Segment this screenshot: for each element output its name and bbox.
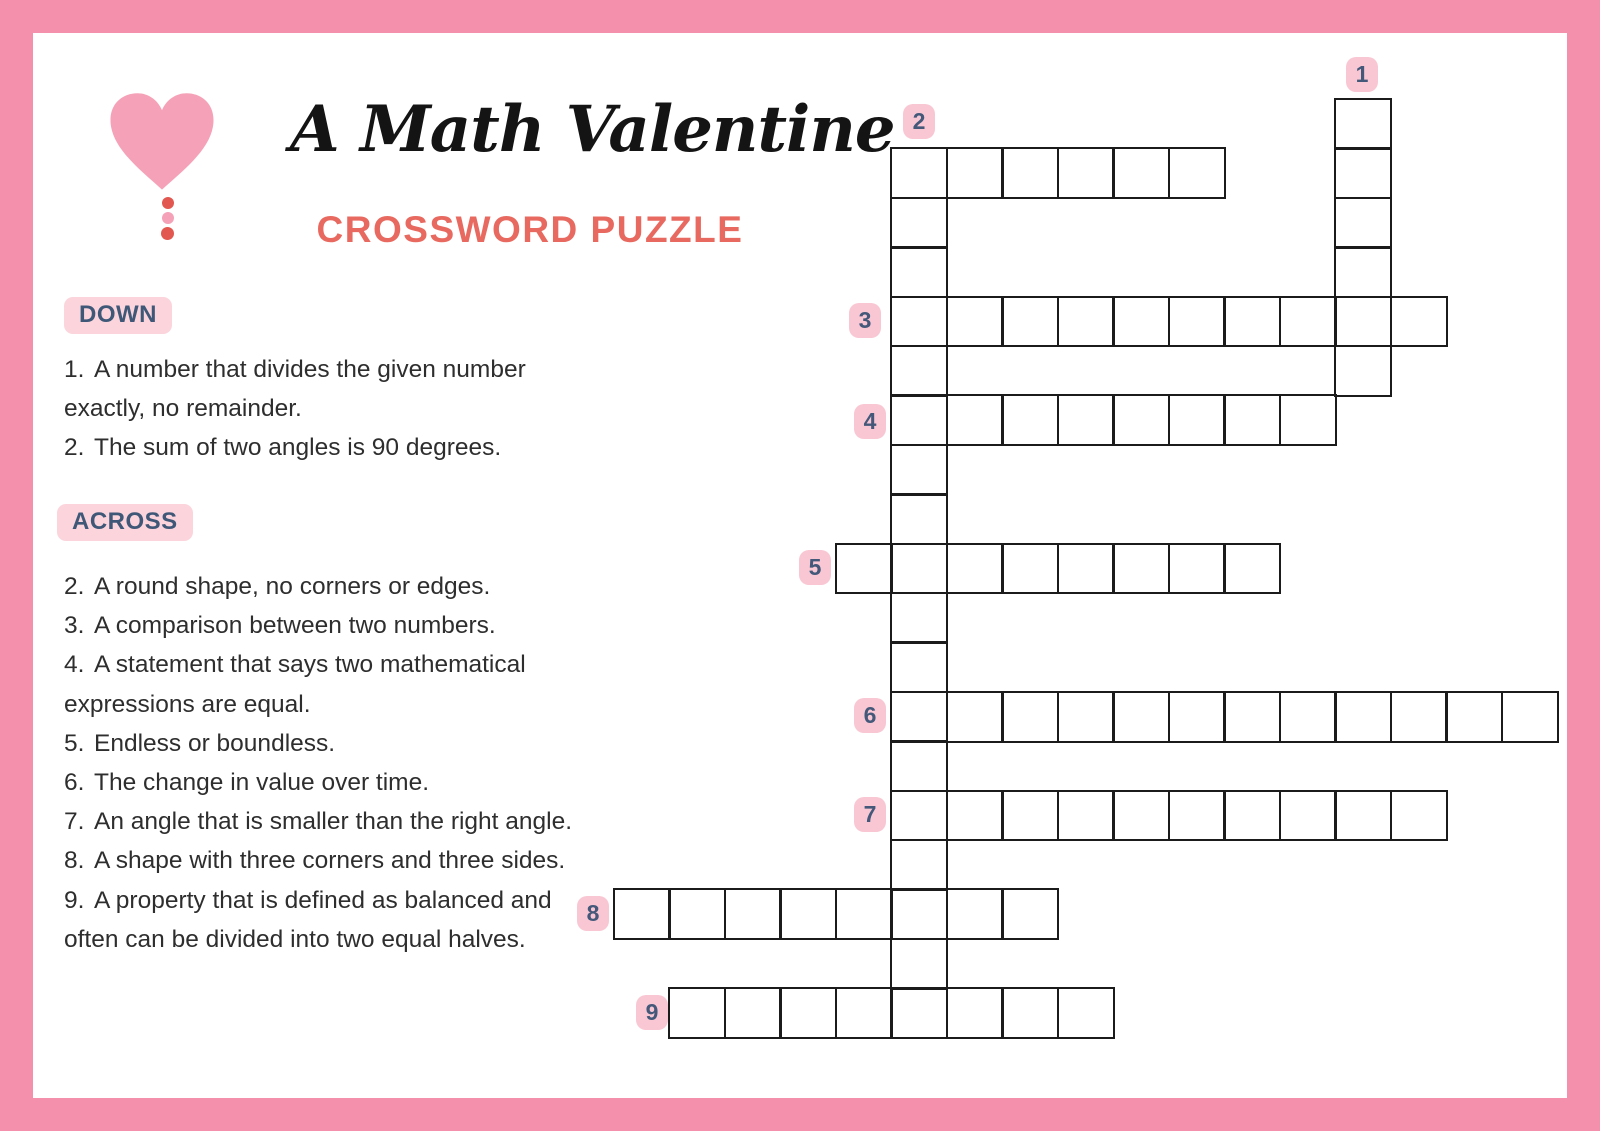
across-clue-9-cont: often can be divided into two equal halves. [64, 925, 526, 953]
clue-number: 8. [64, 847, 85, 875]
across-clue-5 [64, 724, 572, 763]
clue-text: A round shape, no corners or edges. [94, 573, 491, 600]
grid-cell[interactable] [1334, 790, 1392, 842]
grid-number-badge-8: 8 [577, 896, 609, 931]
grid-cell[interactable] [890, 691, 948, 743]
grid-cell[interactable] [1279, 691, 1337, 743]
grid-cell[interactable] [835, 888, 893, 940]
grid-cell[interactable] [1001, 987, 1059, 1039]
grid-cell[interactable] [890, 296, 948, 348]
heart-dot-pink [162, 212, 174, 224]
grid-cell[interactable] [890, 839, 948, 891]
grid-cell[interactable] [835, 987, 893, 1039]
grid-cell[interactable] [1057, 691, 1115, 743]
across-clue-9 [64, 881, 572, 920]
grid-cell[interactable] [1279, 296, 1337, 348]
down-clue-2 [64, 428, 526, 467]
clue-text: A property that is defined as balanced and [94, 886, 552, 914]
grid-cell[interactable] [1168, 296, 1226, 348]
grid-cell[interactable] [890, 246, 948, 298]
clue-number: 6. [64, 769, 85, 797]
grid-number-badge-7: 7 [854, 797, 886, 832]
across-clue-4-cont: expressions are equal. [64, 690, 311, 718]
grid-cell[interactable] [890, 197, 948, 249]
grid-cell[interactable] [946, 543, 1004, 595]
heart-icon [106, 88, 218, 196]
grid-cell[interactable] [946, 691, 1004, 743]
grid-cell[interactable] [890, 641, 948, 693]
page-subtitle: CROSSWORD PUZZLE [316, 209, 744, 250]
grid-cell[interactable] [890, 543, 948, 595]
grid-cell[interactable] [946, 296, 1004, 348]
grid-cell[interactable] [1001, 790, 1059, 842]
heart-dot-red-2 [161, 227, 174, 240]
grid-cell[interactable] [1334, 197, 1392, 249]
across-clues-list [64, 567, 572, 959]
clue-text: An angle that is smaller than the right angle. [94, 808, 573, 836]
grid-cell[interactable] [1112, 147, 1170, 199]
clue-text: The sum of two angles is 90 degrees. [94, 434, 502, 462]
grid-cell[interactable] [1334, 246, 1392, 298]
grid-cell[interactable] [890, 987, 948, 1039]
grid-cell[interactable] [1390, 790, 1448, 842]
grid-cell[interactable] [1057, 790, 1115, 842]
clue-text: A number that divides the given number [94, 356, 526, 383]
down-clue-1-cont: exactly, no remainder. [64, 395, 302, 423]
grid-cell[interactable] [890, 938, 948, 990]
across-clue-4 [64, 645, 572, 684]
grid-cell[interactable] [835, 543, 893, 595]
down-clue-1 [64, 350, 526, 389]
grid-cell[interactable] [890, 740, 948, 792]
clue-number: 2. [64, 573, 85, 600]
grid-cell[interactable] [1001, 691, 1059, 743]
clue-text: Endless or boundless. [94, 729, 336, 757]
grid-cell[interactable] [1057, 147, 1115, 199]
grid-cell[interactable] [1057, 987, 1115, 1039]
clue-text: The change in value over time. [94, 769, 430, 797]
grid-cell[interactable] [1112, 394, 1170, 446]
across-clue-2 [64, 567, 572, 606]
grid-number-badge-3: 3 [849, 303, 881, 338]
clue-text: A comparison between two numbers. [94, 612, 496, 640]
grid-cell[interactable] [890, 493, 948, 545]
grid-number-badge-6: 6 [854, 698, 886, 733]
grid-cell[interactable] [1112, 790, 1170, 842]
across-clue-8 [64, 841, 572, 880]
grid-number-badge-9: 9 [636, 995, 668, 1030]
grid-cell[interactable] [724, 888, 782, 940]
grid-number-badge-5: 5 [799, 550, 831, 585]
grid-number-badge-1: 1 [1346, 57, 1378, 92]
grid-cell[interactable] [1334, 691, 1392, 743]
grid-cell[interactable] [946, 147, 1004, 199]
grid-cell[interactable] [1223, 394, 1281, 446]
across-clue-3 [64, 606, 572, 645]
grid-cell[interactable] [1223, 790, 1281, 842]
across-clue-7 [64, 802, 572, 841]
grid-cell[interactable] [724, 987, 782, 1039]
clue-number: 3. [64, 612, 85, 640]
clue-number: 2. [64, 434, 85, 462]
grid-cell[interactable] [1112, 543, 1170, 595]
across-section-label: ACROSS [57, 504, 193, 541]
grid-cell[interactable] [890, 147, 948, 199]
grid-cell[interactable] [1279, 394, 1337, 446]
clue-number: 5. [64, 729, 85, 757]
grid-number-badge-2: 2 [903, 104, 935, 139]
grid-cell[interactable] [1001, 296, 1059, 348]
grid-cell[interactable] [1334, 98, 1392, 150]
grid-cell[interactable] [946, 888, 1004, 940]
grid-cell[interactable] [1168, 147, 1226, 199]
grid-cell[interactable] [1223, 296, 1281, 348]
grid-cell[interactable] [1168, 394, 1226, 446]
grid-cell[interactable] [890, 444, 948, 496]
grid-cell[interactable] [890, 888, 948, 940]
page-title: A Math Valentine [290, 92, 895, 167]
grid-cell[interactable] [779, 888, 837, 940]
grid-cell[interactable] [1001, 543, 1059, 595]
grid-cell[interactable] [1057, 543, 1115, 595]
grid-cell[interactable] [1501, 691, 1559, 743]
clue-number: 4. [64, 651, 85, 679]
clue-text: A shape with three corners and three sides. [94, 847, 566, 875]
grid-cell[interactable] [1334, 296, 1392, 348]
grid-cell[interactable] [1334, 345, 1392, 397]
grid-cell[interactable] [1001, 147, 1059, 199]
grid-cell[interactable] [668, 888, 726, 940]
grid-cell[interactable] [1001, 394, 1059, 446]
grid-number-badge-4: 4 [854, 404, 886, 439]
grid-cell[interactable] [668, 987, 726, 1039]
grid-cell[interactable] [1001, 888, 1059, 940]
clue-number: 1. [64, 356, 85, 383]
grid-cell[interactable] [946, 790, 1004, 842]
grid-cell[interactable] [1390, 296, 1448, 348]
grid-cell[interactable] [1390, 691, 1448, 743]
clue-text: A statement that says two mathematical [94, 651, 526, 679]
grid-cell[interactable] [1112, 296, 1170, 348]
clue-number: 7. [64, 808, 85, 836]
grid-cell[interactable] [1168, 543, 1226, 595]
grid-cell[interactable] [1334, 147, 1392, 199]
grid-cell[interactable] [890, 790, 948, 842]
grid-cell[interactable] [779, 987, 837, 1039]
grid-cell[interactable] [890, 345, 948, 397]
grid-cell[interactable] [946, 394, 1004, 446]
down-clues-list [64, 350, 526, 468]
down-section-label: DOWN [64, 297, 172, 334]
grid-cell[interactable] [613, 888, 671, 940]
grid-cell[interactable] [1112, 691, 1170, 743]
clue-number: 9. [64, 886, 85, 914]
grid-cell[interactable] [1223, 691, 1281, 743]
grid-cell[interactable] [890, 394, 948, 446]
grid-cell[interactable] [1223, 543, 1281, 595]
grid-cell[interactable] [1168, 691, 1226, 743]
grid-cell[interactable] [1057, 394, 1115, 446]
grid-cell[interactable] [890, 592, 948, 644]
across-clue-6 [64, 763, 572, 802]
grid-cell[interactable] [1168, 790, 1226, 842]
heart-dot-red-1 [162, 197, 174, 209]
grid-cell[interactable] [946, 987, 1004, 1039]
grid-cell[interactable] [1057, 296, 1115, 348]
grid-cell[interactable] [1279, 790, 1337, 842]
grid-cell[interactable] [1445, 691, 1503, 743]
